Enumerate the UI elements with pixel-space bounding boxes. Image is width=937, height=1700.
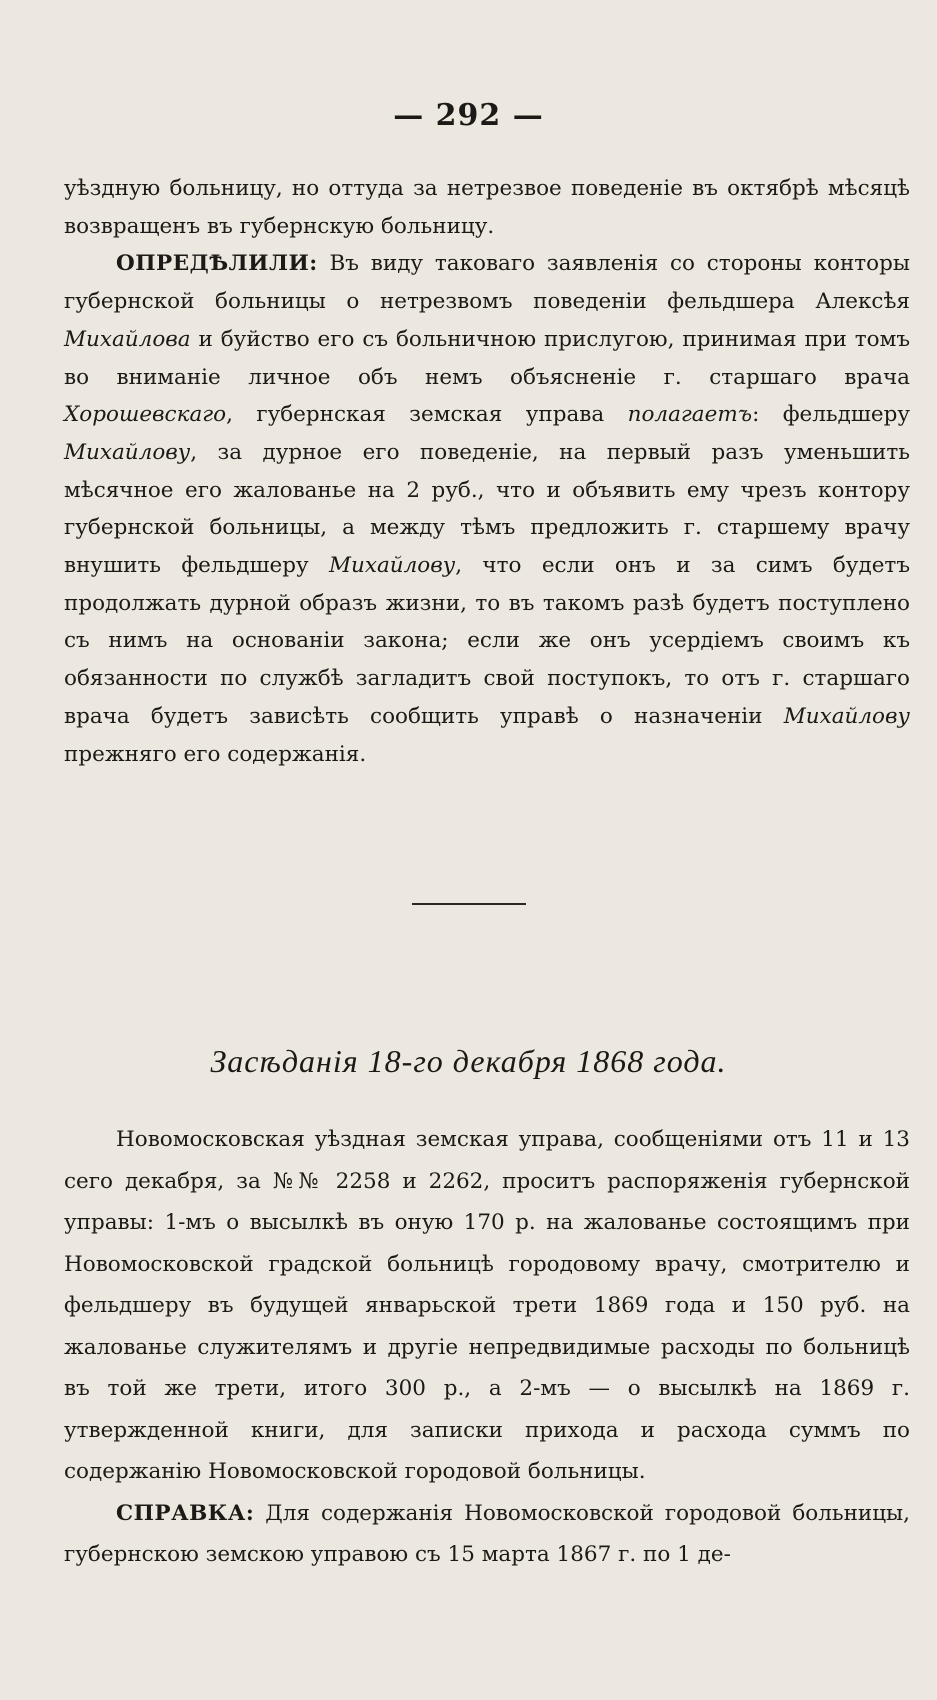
resolution-text: : фельдшеру (752, 402, 910, 428)
reference-heading: СПРАВКА: (116, 1500, 255, 1526)
paragraph-request: Новомосковская уѣздная земская управа, сообщеніями отъ 11 и 13 сего декабря, за №№ 2258 и 2262, проситъ распоряженія губернской управы: 1-мъ о высылкѣ въ оную 170 р. на жалованье состоящимъ при Новомосковской градской больницѣ городовому врачу, смотрителю и фельдшеру въ будущей январьской трети 1869 года и 150 руб. на жалованье служителямъ и другіе непредвидимые расходы по больницѣ въ той же трети, итого 300 р., а 2-мъ — о высылкѣ на 1869 г. утвержденной книги, для записки прихода и расхода суммъ по содержанію Новомосковской городовой больницы. (64, 1127, 910, 1484)
person-name: Михайлову (64, 439, 191, 465)
resolution-heading: ОПРЕДѢЛИЛИ: (116, 251, 318, 277)
resolution-text: и буйство его съ больничною прислугою, принимая при томъ во вниманіе личное объ немъ объясненіе г. старшаго врача (64, 326, 910, 390)
person-name: Михайлова (64, 326, 191, 352)
page-number: — 292 — (393, 98, 544, 133)
paragraph-resolution (64, 245, 910, 773)
resolution-text: , губернская земская управа (226, 402, 628, 428)
meeting-block (64, 1119, 910, 1576)
person-name: Михайлову (783, 703, 910, 729)
resolution-text: , что если онъ и за симъ будетъ продолжать дурной образъ жизни, то въ такомъ разѣ будетъ поступлено съ нимъ на основаніи закона; если же онъ усердіемъ своимъ къ обязанности по службѣ загладитъ свой поступокъ, то отъ г. старшаго врача будетъ зависѣть сообщить управѣ о назначеніи (64, 553, 910, 729)
section-title: Засѣданія 18-го декабря 1868 года. (210, 1043, 727, 1079)
person-name: Михайлову (328, 553, 456, 579)
resolution-text: Въ виду таковаго заявленія со стороны конторы губернской больницы о нетрезвомъ поведеніи фельдшера Алексѣя (64, 251, 910, 315)
paragraph-reference (64, 1493, 910, 1576)
resolution-text: прежняго его содержанія. (64, 741, 367, 767)
resolution-block (64, 170, 910, 773)
reference-text: Для содержанія Новомосковской городовой больницы, губернскою земскою управою съ 15 марта 1867 г. по 1 де- (64, 1500, 910, 1567)
paragraph-continuation: уѣздную больницу, но оттуда за нетрезвое поведеніе въ октябрѣ мѣсяцѣ возвращенъ въ губернскую больницу. (64, 176, 910, 239)
emphasized-word: полагаетъ (627, 402, 753, 428)
section-divider (412, 903, 526, 905)
person-name: Хорошевскаго (64, 402, 227, 428)
resolution-text: , за дурное его поведеніе, на первый разъ уменьшить мѣсячное его жалованье на 2 руб., что и объявить ему чрезъ контору губернской больницы, а между тѣмъ предложить г. старшему врачу внушить фельдшеру (64, 439, 910, 579)
